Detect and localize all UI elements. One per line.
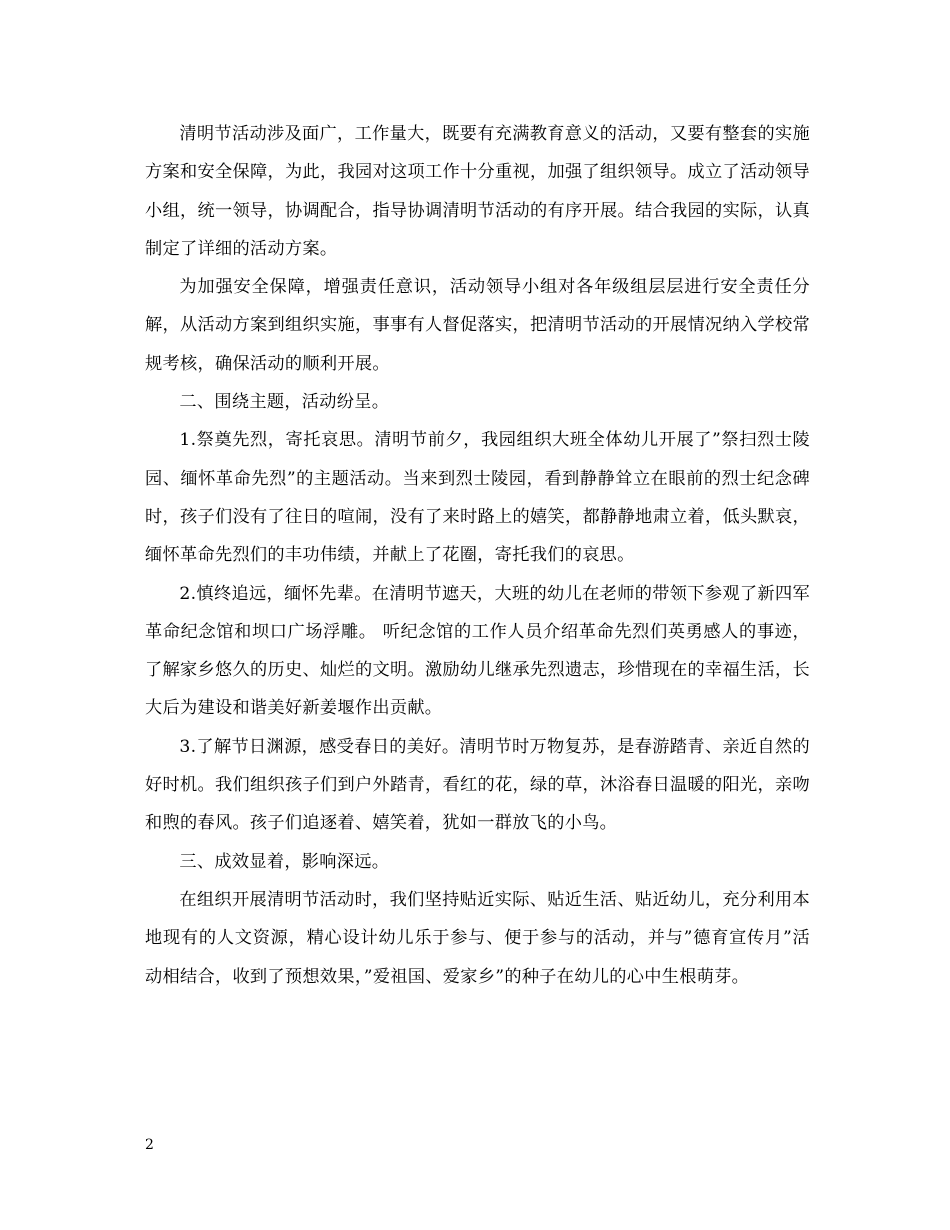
paragraph-results: 在组织开展清明节活动时，我们坚持贴近实际、贴近生活、贴近幼儿，充分利用本地现有的人文资源，精心设计幼儿乐于参与、便于参与的活动，并与”德育宣传月”活动相结合，收到了预想效果，”爱祖国、爱家乡”的种子在幼儿的心中生根萌芽。 — [145, 889, 810, 987]
paragraph-item-3: 3.了解节日渊源，感受春日的美好。清明节时万物复苏，是春游踏青、亲近自然的好时机。我们组织孩子们到户外踏青，看红的花，绿的草，沐浴春日温暖的阳光，亲吻和煦的春风。孩子们追逐着、嬉笑着，犹如一群放飞的小鸟。 — [145, 736, 810, 834]
paragraph-item-1: 1.祭奠先烈，寄托哀思。清明节前夕，我园组织大班全体幼儿开展了”祭扫烈士陵园、缅怀革命先烈”的主题活动。当来到烈士陵园，看到静静耸立在眼前的烈士纪念碑时，孩子们没有了往日的喧闹，没有了来时路上的嬉笑，都静静地肃立着，低头默哀，缅怀革命先烈们的丰功伟绩，并献上了花圈，寄托我们的哀思。 — [145, 430, 810, 566]
document-body — [145, 115, 810, 996]
section-heading-theme: 二、围绕主题，活动纷呈。 — [179, 392, 390, 413]
paragraph-leadership: 清明节活动涉及面广，工作量大，既要有充满教育意义的活动，又要有整套的实施方案和安全保障，为此，我园对这项工作十分重视，加强了组织领导。成立了活动领导小组，统一领导，协调配合，指导协调清明节活动的有序开展。结合我园的实际，认真制定了详细的活动方案。 — [145, 124, 810, 259]
paragraph-safety: 为加强安全保障，增强责任意识，活动领导小组对各年级组层层进行安全责任分解，从活动方案到组织实施，事事有人督促落实，把清明节活动的开展情况纳入学校常规考核，确保活动的顺利开展。 — [145, 277, 810, 374]
paragraph-item-2: 2.慎终追远，缅怀先辈。在清明节遮天，大班的幼儿在老师的带领下参观了新四军革命纪念馆和坝口广场浮雕。 听纪念馆的工作人员介绍革命先烈们英勇感人的事迹，了解家乡悠久的历史、灿烂的文明。激励幼儿继承先烈遗志，珍惜现在的幸福生活，长大后为建设和谐美好新姜堰作出贡献。 — [145, 583, 810, 719]
page-number: 2 — [145, 1137, 154, 1153]
section-heading-results: 三、成效显着，影响深远。 — [179, 851, 390, 872]
